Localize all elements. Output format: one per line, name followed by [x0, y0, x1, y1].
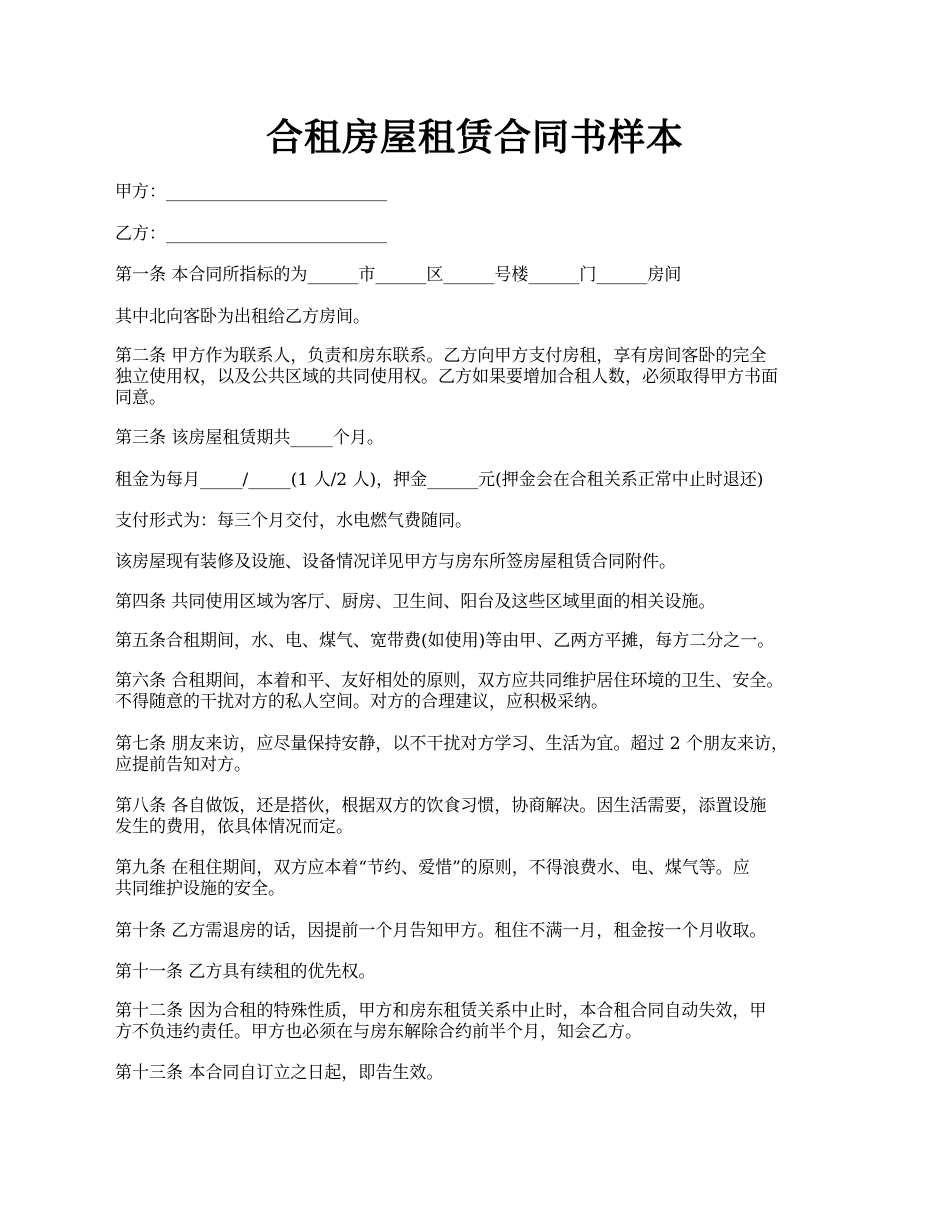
- facilities-note: 该房屋现有装修及设施、设备情况详见甲方与房东所签房屋租赁合同附件。: [115, 552, 676, 572]
- clause-8-line: 第八条 各自做饭，还是搭伙，根据双方的饮食习惯，协商解决。因生活需要，添置设施: [115, 796, 767, 816]
- clause-7-line: 应提前告知对方。: [115, 755, 251, 775]
- clause-12: [115, 1001, 835, 1043]
- clause-6-line: 不得随意的干扰对方的私人空间。对方的合理建议，应积极采纳。: [115, 692, 608, 712]
- party-a-line: 甲方：__________________________: [115, 182, 387, 202]
- rent-terms: 租金为每月_____/_____(1 人/2 人)，押金______元(押金会在合租关系正常中止时退还): [115, 470, 764, 490]
- clause-1: 第一条 本合同所指标的为______市______区______号楼______门______房间: [115, 265, 682, 285]
- clause-3: 第三条 该房屋租赁期共_____个月。: [115, 428, 384, 448]
- clause-6-line: 第六条 合租期间，本着和平、友好相处的原则，双方应共同维护居住环境的卫生、安全。: [115, 671, 784, 691]
- clause-9-line: 第九条 在租住期间，双方应本着“节约、爱惜”的原则，不得浪费水、电、煤气等。应: [115, 858, 750, 878]
- clause-11: 第十一条 乙方具有续租的优先权。: [115, 962, 376, 982]
- clause-7-line: 第七条 朋友来访，应尽量保持安静，以不干扰对方学习、生活为宜。超过 2 个朋友来访，: [115, 734, 789, 754]
- clause-12-line: 方不负违约责任。甲方也必须在与房东解除合约前半个月，知会乙方。: [115, 1022, 642, 1042]
- payment-terms: 支付形式为：每三个月交付，水电燃气费随同。: [115, 511, 472, 531]
- clause-8: [115, 796, 835, 838]
- clause-1-note: 其中北向客卧为出租给乙方房间。: [115, 307, 370, 327]
- clause-4: 第四条 共同使用区域为客厅、厨房、卫生间、阳台及这些区域里面的相关设施。: [115, 592, 716, 612]
- clause-9: [115, 858, 835, 900]
- clause-2-line: 第二条 甲方作为联系人，负责和房东联系。乙方向甲方支付房租，享有房间客卧的完全: [115, 346, 767, 366]
- clause-2-line: 独立使用权，以及公共区域的共同使用权。乙方如果要增加合租人数，必须取得甲方书面: [115, 367, 778, 387]
- clause-8-line: 发生的费用，依具体情况而定。: [115, 817, 353, 837]
- clause-12-line: 第十二条 因为合租的特殊性质，甲方和房东租赁关系中止时，本合租合同自动失效，甲: [115, 1001, 767, 1021]
- clause-2: [115, 346, 835, 409]
- clause-13: 第十三条 本合同自订立之日起，即告生效。: [115, 1063, 444, 1083]
- clause-2-line: 同意。: [115, 388, 166, 408]
- party-b-line: 乙方：__________________________: [115, 224, 387, 244]
- document-title: 合租房屋租赁合同书样本: [266, 115, 684, 159]
- clause-9-line: 共同维护设施的安全。: [115, 879, 285, 899]
- clause-10: 第十条 乙方需退房的话，因提前一个月告知甲方。租住不满一月，租金按一个月收取。: [115, 921, 767, 941]
- clause-6: [115, 671, 835, 713]
- clause-7: [115, 734, 835, 776]
- clause-5: 第五条合租期间，水、电、煤气、宽带费(如使用)等由甲、乙两方平摊，每方二分之一。: [115, 631, 775, 651]
